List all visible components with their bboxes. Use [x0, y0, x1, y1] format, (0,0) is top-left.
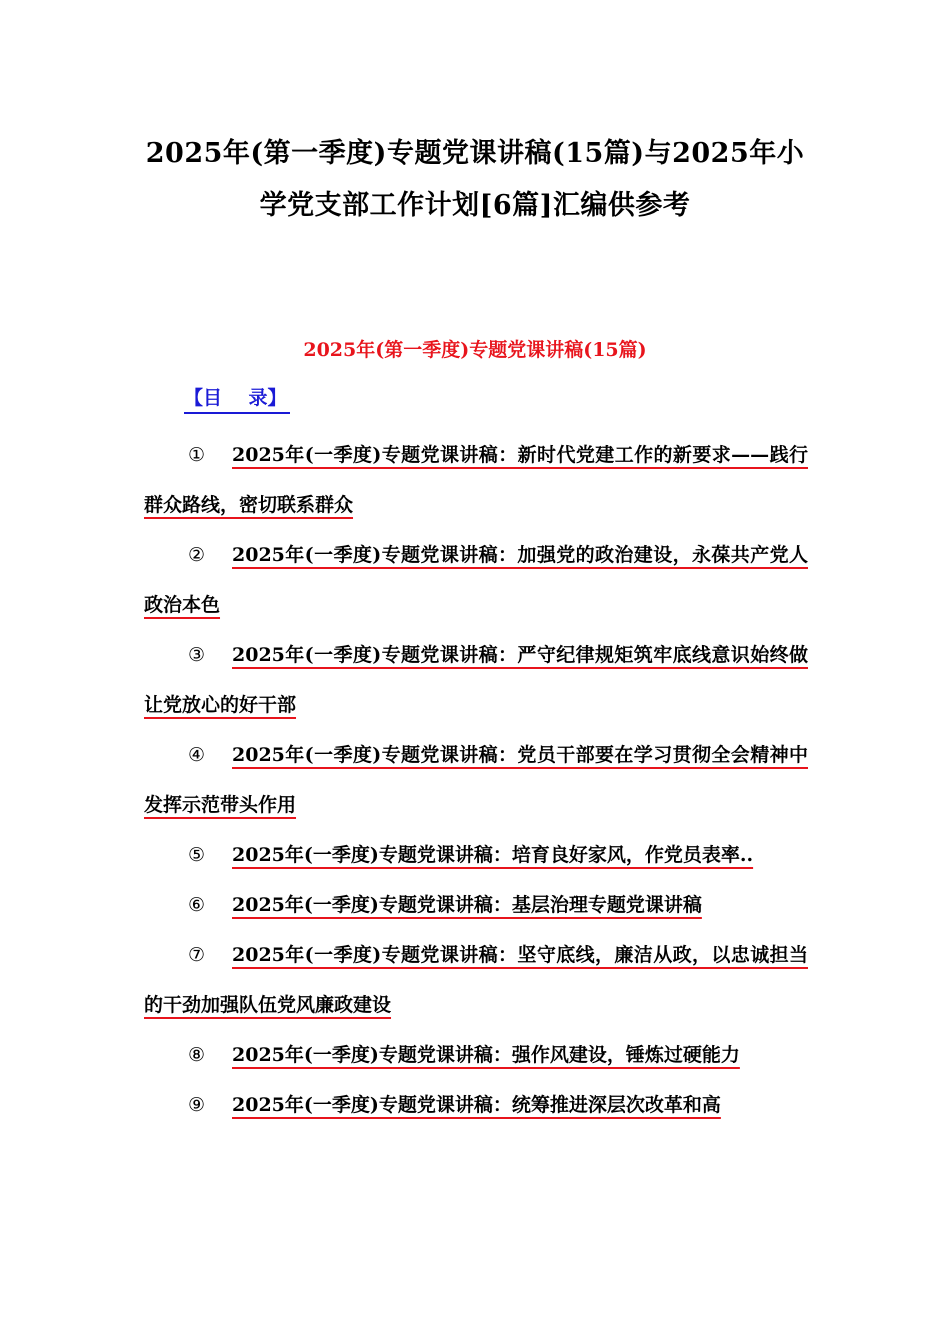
toc-item-link[interactable]: 2025年(一季度)专题党课讲稿：基层治理专题党课讲稿 [232, 894, 702, 916]
toc-item[interactable] [144, 1080, 808, 1130]
toc-item[interactable] [144, 880, 808, 930]
toc-item[interactable] [144, 730, 808, 830]
toc-item-number: ① [188, 444, 206, 466]
document-title-line-2: 学党支部工作计划[6篇]汇编供参考 [259, 190, 691, 221]
section-title: 2025年(第一季度)专题党课讲稿(15篇) [303, 339, 647, 361]
toc-item-number: ③ [188, 644, 206, 666]
toc-item-link[interactable]: 2025年(一季度)专题党课讲稿：培育良好家风，作党员表率.. [232, 844, 754, 866]
toc-item-link[interactable]: 2025年(一季度)专题党课讲稿：党员干部要在学习贯彻全会精神中发挥示范带头作用 [144, 744, 808, 816]
toc-item-link[interactable]: 2025年(一季度)专题党课讲稿：严守纪律规矩筑牢底线意识始终做让党放心的好干部 [144, 644, 808, 716]
toc-item-number: ⑥ [188, 894, 206, 916]
toc-heading-link[interactable]: 【目 录】 [184, 384, 290, 414]
toc-item[interactable] [144, 830, 808, 880]
toc-item-link[interactable]: 2025年(一季度)专题党课讲稿：坚守底线，廉洁从政，以忠诚担当的干劲加强队伍党风廉政建设 [144, 944, 808, 1016]
toc-item-number: ⑨ [188, 1094, 206, 1116]
toc-item-number: ⑧ [188, 1044, 206, 1066]
toc-item-number: ② [188, 544, 206, 566]
toc-item-link[interactable]: 2025年(一季度)专题党课讲稿：加强党的政治建设，永葆共产党人政治本色 [144, 544, 808, 616]
toc-item-number: ④ [188, 744, 206, 766]
document-title-line-1: 2025年(第一季度)专题党课讲稿(15篇)与2025年小 [145, 138, 805, 169]
table-of-contents [144, 430, 808, 1130]
toc-item[interactable] [144, 930, 808, 1030]
toc-item-number: ⑦ [188, 944, 206, 966]
toc-item-link[interactable]: 2025年(一季度)专题党课讲稿：强作风建设，锤炼过硬能力 [232, 1044, 740, 1066]
toc-item[interactable] [144, 630, 808, 730]
toc-item[interactable] [144, 1030, 808, 1080]
document-title [120, 128, 830, 232]
toc-item[interactable] [144, 530, 808, 630]
toc-item-link[interactable]: 2025年(一季度)专题党课讲稿：统筹推进深层次改革和高 [232, 1094, 721, 1116]
toc-item-link[interactable]: 2025年(一季度)专题党课讲稿：新时代党建工作的新要求——践行群众路线，密切联系群众 [144, 444, 808, 516]
toc-item-number: ⑤ [188, 844, 206, 866]
toc-item[interactable] [144, 430, 808, 530]
